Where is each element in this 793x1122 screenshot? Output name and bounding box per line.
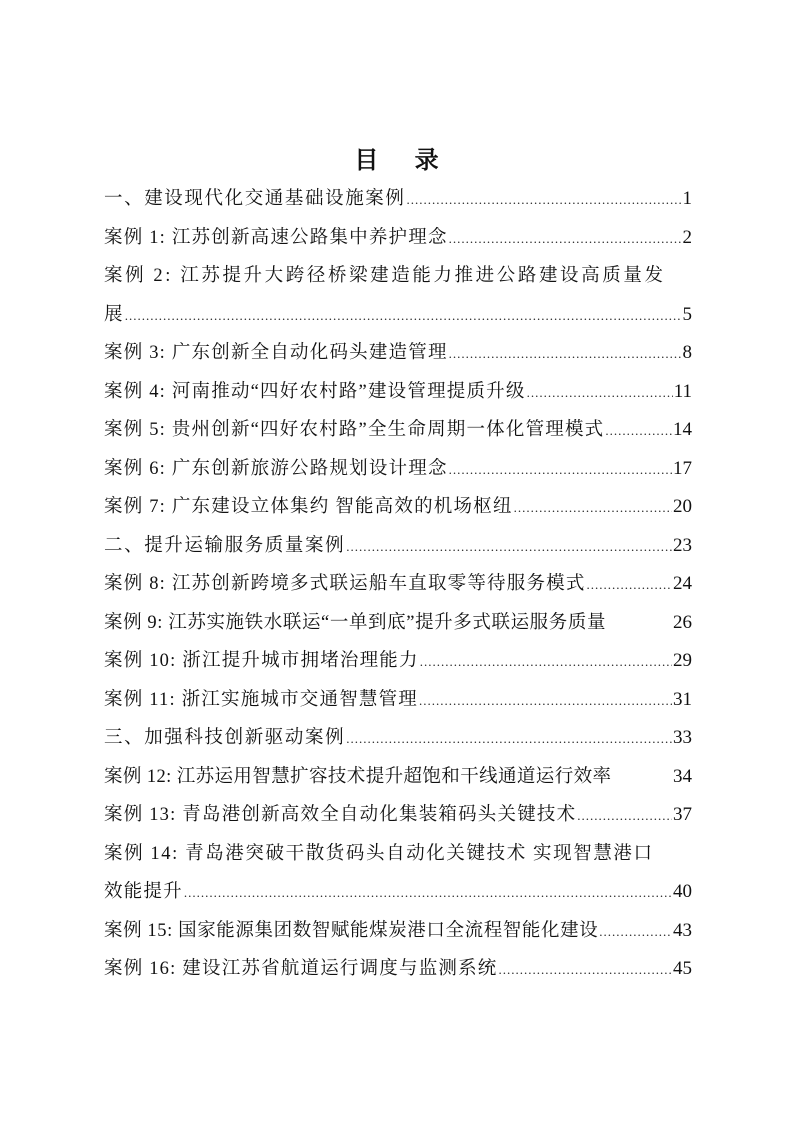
- toc-entry-text: 展: [104, 304, 124, 325]
- dot-leader: [420, 643, 672, 681]
- toc-entry-text: 三、加强科技创新驱动案例: [104, 728, 346, 748]
- toc-entry-text: 案例 13: 青岛港创新高效全自动化集装箱码头关键技术: [104, 805, 577, 825]
- toc-entry-text: 案例 4: 河南推动“四好农村路”建设管理提质升级: [104, 381, 526, 402]
- page-title: 目 录: [354, 146, 453, 174]
- toc-case-14-continuation[interactable]: [104, 873, 692, 912]
- toc-case-8[interactable]: [104, 565, 692, 604]
- toc-entry-text: 案例 14: 青岛港突破干散货码头自动化关键技术 实现智慧港口: [104, 843, 654, 864]
- toc-case-11[interactable]: [104, 681, 692, 720]
- toc-case-3[interactable]: [104, 334, 692, 373]
- toc-case-14[interactable]: [104, 835, 692, 874]
- toc-page-number: 1: [682, 188, 692, 209]
- toc-page-number: 29: [673, 650, 692, 671]
- table-of-contents: [104, 180, 692, 989]
- toc-page-number: 11: [673, 380, 692, 402]
- toc-section-1[interactable]: [104, 180, 692, 219]
- toc-case-6[interactable]: [104, 450, 692, 489]
- dot-leader: [605, 412, 672, 450]
- toc-page-number: 31: [673, 688, 692, 710]
- dot-leader: [527, 374, 673, 412]
- toc-entry-text: 案例 8: 江苏创新跨境多式联运船车直取零等待服务模式: [104, 574, 586, 594]
- dot-leader: [184, 874, 672, 912]
- dot-leader: [587, 566, 672, 604]
- toc-page-number: 43: [673, 919, 692, 941]
- toc-page-number: 37: [673, 804, 692, 825]
- toc-entry-text: 案例 12: 江苏运用智慧扩容技术提升超饱和干线通道运行效率: [104, 766, 612, 787]
- toc-entry-text: 案例 15: 国家能源集团数智赋能煤炭港口全流程智能化建设: [104, 920, 599, 941]
- toc-section-2[interactable]: [104, 527, 692, 566]
- toc-case-16[interactable]: [104, 950, 692, 989]
- dot-leader: [449, 220, 682, 258]
- toc-case-12[interactable]: [104, 758, 692, 797]
- toc-page-number: 45: [673, 958, 692, 979]
- toc-case-9[interactable]: [104, 604, 692, 643]
- toc-page-number: 34: [673, 765, 692, 787]
- toc-page-number: 5: [682, 303, 692, 325]
- dot-leader: [449, 451, 672, 489]
- toc-page-number: 40: [673, 881, 692, 902]
- toc-entry-text: 案例 9: 江苏实施铁水联运“一单到底”提升多式联运服务质量: [104, 612, 607, 633]
- dot-leader: [346, 528, 672, 566]
- dot-leader: [449, 335, 682, 373]
- toc-entry-text: 二、提升运输服务质量案例: [104, 535, 346, 556]
- toc-case-1[interactable]: [104, 219, 692, 258]
- dot-leader: [577, 797, 672, 835]
- toc-entry-text: 一、建设现代化交通基础设施案例: [104, 189, 406, 209]
- toc-case-2-continuation[interactable]: [104, 296, 692, 335]
- toc-entry-text: 案例 16: 建设江苏省航道运行调度与监测系统: [104, 959, 498, 979]
- toc-case-15[interactable]: [104, 912, 692, 951]
- dot-leader: [499, 951, 673, 989]
- toc-entry-text: 案例 1: 江苏创新高速公路集中养护理念: [104, 227, 448, 248]
- toc-page-number: 20: [673, 496, 692, 517]
- toc-page-number: 8: [682, 342, 692, 363]
- dot-leader: [407, 181, 682, 219]
- toc-case-7[interactable]: [104, 488, 692, 527]
- toc-entry-text: 案例 7: 广东建设立体集约 智能高效的机场枢纽: [104, 497, 513, 517]
- toc-page-number: 26: [673, 611, 692, 633]
- dot-leader: [419, 682, 672, 720]
- dot-leader: [599, 913, 672, 951]
- toc-page-number: 2: [682, 226, 692, 248]
- toc-case-5[interactable]: [104, 411, 692, 450]
- toc-page-number: 17: [673, 457, 692, 479]
- toc-entry-text: 案例 5: 贵州创新“四好农村路”全生命周期一体化管理模式: [104, 420, 605, 440]
- dot-leader: [125, 297, 682, 335]
- dot-leader: [346, 720, 672, 758]
- toc-case-13[interactable]: [104, 796, 692, 835]
- toc-page-number: 23: [673, 534, 692, 556]
- toc-page-number: 14: [673, 419, 692, 440]
- toc-entry-text: 案例 2: 江苏提升大跨径桥梁建造能力推进公路建设高质量发: [104, 266, 666, 286]
- toc-case-4[interactable]: [104, 373, 692, 412]
- toc-entry-text: 效能提升: [104, 882, 183, 902]
- toc-section-3[interactable]: [104, 719, 692, 758]
- toc-entry-text: 案例 11: 浙江实施城市交通智慧管理: [104, 689, 419, 710]
- toc-entry-text: 案例 6: 广东创新旅游公路规划设计理念: [104, 458, 448, 479]
- toc-entry-text: 案例 10: 浙江提升城市拥堵治理能力: [104, 651, 419, 671]
- toc-page-number: 24: [673, 573, 692, 594]
- toc-entry-text: 案例 3: 广东创新全自动化码头建造管理: [104, 343, 448, 363]
- dot-leader: [514, 489, 672, 527]
- toc-page-number: 33: [673, 727, 692, 748]
- toc-case-2[interactable]: [104, 257, 692, 296]
- toc-case-10[interactable]: [104, 642, 692, 681]
